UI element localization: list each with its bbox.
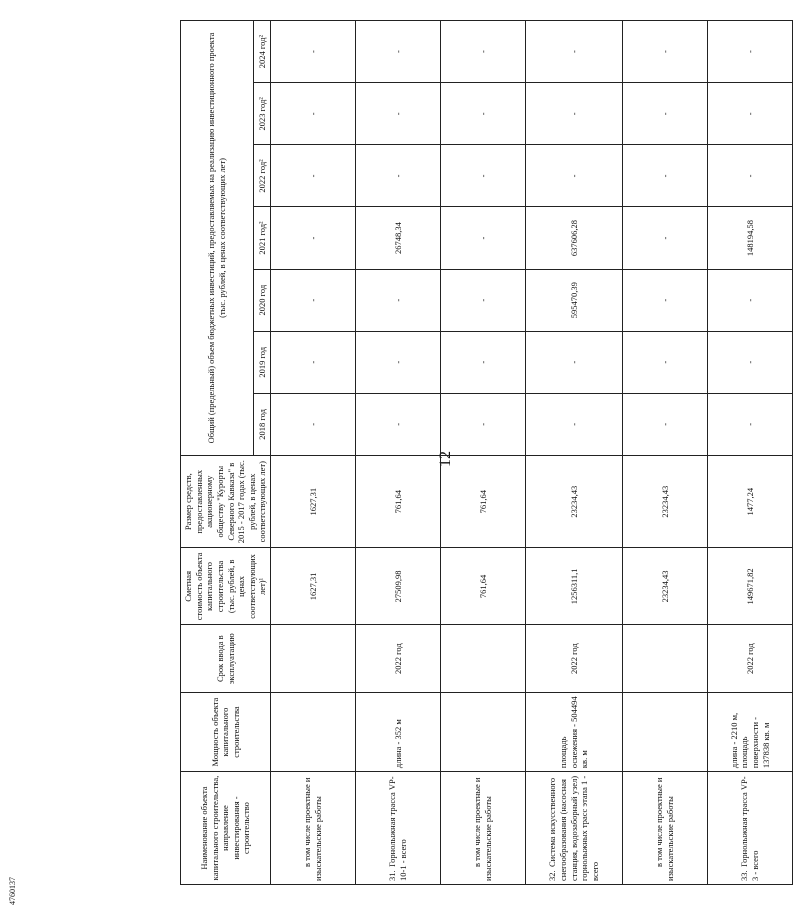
cell-y2023: - — [271, 83, 356, 145]
year-header: 2024 год² — [254, 21, 271, 83]
row-name: Система искусственного снегообразования (насосная станция, водозаборный узел) горнолыжных трасс этапа 1 - всего — [547, 775, 600, 881]
cell-y2023: - — [441, 83, 526, 145]
cell-capacity: длина - 352 м — [356, 693, 441, 772]
table-row — [526, 21, 623, 885]
table-row — [356, 21, 441, 885]
cell-y2020: 595470,39 — [526, 269, 623, 331]
cell-y2024: - — [271, 21, 356, 83]
cell-y2018: - — [708, 393, 793, 455]
cell-cost: 149671,82 — [708, 548, 793, 625]
cell-y2024: - — [356, 21, 441, 83]
cell-y2019: - — [356, 331, 441, 393]
row-name: в том числе проектные и изыскательские работы — [472, 777, 493, 881]
table-row — [441, 21, 526, 885]
cell-y2021: 26748,34 — [356, 207, 441, 269]
row-name: в том числе проектные и изыскательские работы — [302, 777, 323, 881]
cell-y2024: - — [441, 21, 526, 83]
row-name-cell — [623, 772, 708, 885]
cell-y2023: - — [623, 83, 708, 145]
cell-y2024: - — [623, 21, 708, 83]
col-header-cost: Сметная стоимость объекта капитального строительства (тыс. рублей, в ценах соответствующих лет)¹ — [181, 548, 271, 625]
cell-y2022: - — [441, 145, 526, 207]
cell-y2021: 637606,28 — [526, 207, 623, 269]
cell-y2020: - — [441, 269, 526, 331]
cell-y2020: - — [356, 269, 441, 331]
cell-term — [623, 625, 708, 693]
row-name: Горнолыжная трасса VP-3 - всего — [739, 776, 760, 881]
cell-cost: 1627,31 — [271, 548, 356, 625]
row-name-cell — [708, 772, 793, 885]
cell-y2021: - — [623, 207, 708, 269]
page-number: 12 — [437, 451, 454, 467]
header-row-1 — [181, 21, 254, 885]
cell-y2024: - — [526, 21, 623, 83]
cell-y2022: - — [708, 145, 793, 207]
table-row — [708, 21, 793, 885]
cell-capacity — [441, 693, 526, 772]
row-name: в том числе проектные и изыскательские работы — [654, 777, 675, 881]
table-row — [271, 21, 356, 885]
cell-y2022: - — [526, 145, 623, 207]
cell-funds: 23234,43 — [623, 455, 708, 548]
row-name-cell — [526, 772, 623, 885]
col-header-name: Наименование объекта капитального строительства, направление инвестирования - строительство — [181, 772, 271, 885]
cell-y2019: - — [623, 331, 708, 393]
cell-y2023: - — [708, 83, 793, 145]
cell-y2020: - — [271, 269, 356, 331]
cell-term: 2022 год — [356, 625, 441, 693]
cell-capacity: длина - 2210 м, площадь поверхности - 137838 кв. м — [708, 693, 793, 772]
cell-y2018: - — [623, 393, 708, 455]
row-name-cell — [441, 772, 526, 885]
cell-y2021: - — [441, 207, 526, 269]
cell-y2023: - — [356, 83, 441, 145]
year-header: 2022 год² — [254, 145, 271, 207]
cell-term — [271, 625, 356, 693]
col-header-capacity: Мощность объекта капитального строительства — [181, 693, 271, 772]
year-header: 2020 год — [254, 269, 271, 331]
cell-cost: 1256311,1 — [526, 548, 623, 625]
cell-capacity — [271, 693, 356, 772]
cell-y2019: - — [708, 331, 793, 393]
cell-y2019: - — [441, 331, 526, 393]
cell-y2019: - — [526, 331, 623, 393]
document-id: 4760137 — [8, 877, 17, 905]
row-name-cell — [356, 772, 441, 885]
cell-term: 2022 год — [708, 625, 793, 693]
cell-y2022: - — [623, 145, 708, 207]
cell-funds: 1627,31 — [271, 455, 356, 548]
cell-y2024: - — [708, 21, 793, 83]
col-header-funds: Размер средств, предоставленных акционерному обществу "Курорты Северного Кавказа" в 2015 - 2017 годах (тыс. рублей, в ценах соответствующих лет) — [181, 455, 271, 548]
cell-funds: 761,64 — [356, 455, 441, 548]
row-number: 32. — [547, 870, 558, 881]
cell-y2023: - — [526, 83, 623, 145]
cell-y2020: - — [708, 269, 793, 331]
cell-funds: 23234,43 — [526, 455, 623, 548]
cell-y2018: - — [441, 393, 526, 455]
cell-capacity — [623, 693, 708, 772]
cell-cost: 23234,43 — [623, 548, 708, 625]
cell-term — [441, 625, 526, 693]
cell-term: 2022 год — [526, 625, 623, 693]
row-number: 31. — [387, 870, 398, 881]
row-name: Горнолыжная трасса VP-10-1 - всего — [387, 776, 408, 881]
cell-funds: 1477,24 — [708, 455, 793, 548]
cell-y2018: - — [356, 393, 441, 455]
cell-y2018: - — [526, 393, 623, 455]
row-name-cell — [271, 772, 356, 885]
cell-y2022: - — [356, 145, 441, 207]
investment-table — [180, 20, 793, 885]
year-header: 2023 год² — [254, 83, 271, 145]
cell-y2018: - — [271, 393, 356, 455]
cell-y2019: - — [271, 331, 356, 393]
cell-cost: 27509,98 — [356, 548, 441, 625]
col-header-group: Общий (предельный) объем бюджетных инвестиций, предоставляемых на реализацию инвестиционного проекта (тыс. рублей, в ценах соответствующих лет) — [181, 21, 254, 456]
cell-y2021: - — [271, 207, 356, 269]
year-header: 2019 год — [254, 331, 271, 393]
table-row — [623, 21, 708, 885]
cell-cost: 761,64 — [441, 548, 526, 625]
cell-y2020: - — [623, 269, 708, 331]
year-header: 2021 год² — [254, 207, 271, 269]
col-header-term: Срок ввода в эксплуатацию — [181, 625, 271, 693]
cell-y2021: 148194,58 — [708, 207, 793, 269]
year-header: 2018 год — [254, 393, 271, 455]
row-number: 33. — [739, 870, 750, 881]
cell-y2022: - — [271, 145, 356, 207]
cell-capacity: площадь оснежения - 504494 кв. м — [526, 693, 623, 772]
cell-funds: 761,64 — [441, 455, 526, 548]
